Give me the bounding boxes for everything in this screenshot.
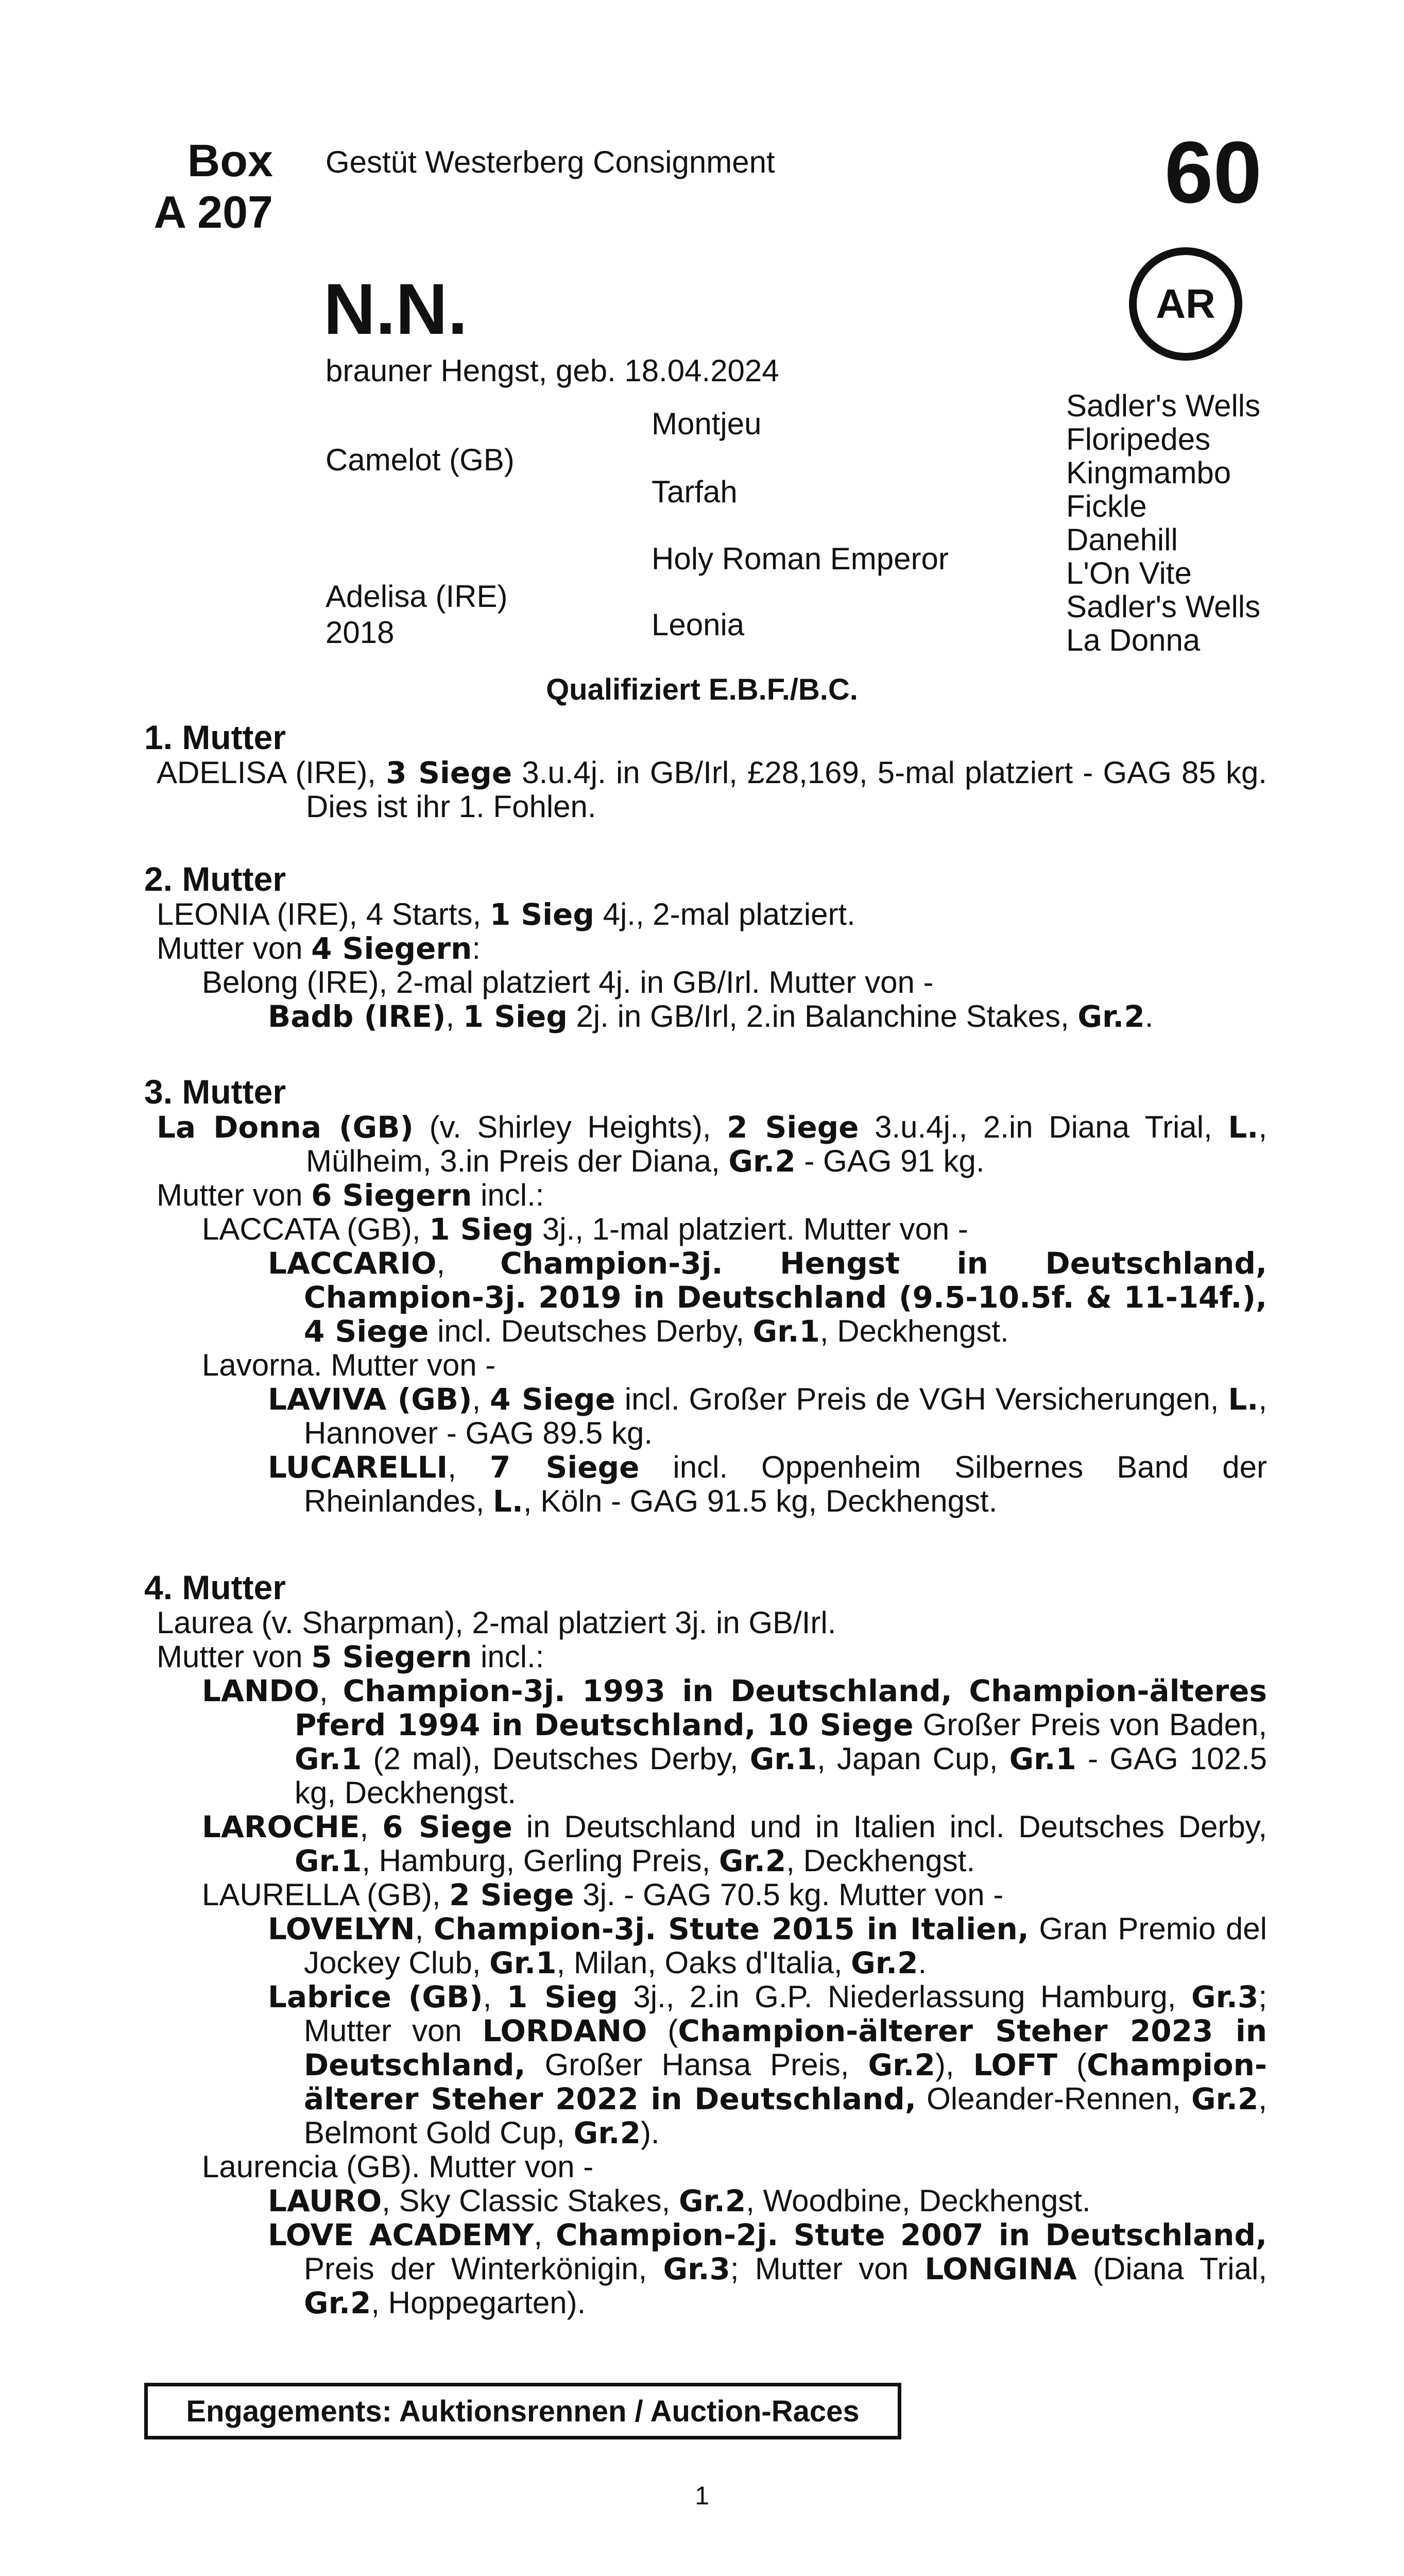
fourth-dam-line: Laurea (v. Sharpman), 2-mal platziert 3j. in GB/Irl.	[157, 1605, 836, 1640]
text-run: , Hoppegarten).	[371, 2285, 586, 2320]
third-dam-line	[157, 1110, 1267, 1178]
text-run: ,	[448, 1450, 490, 1484]
page-number: 1	[695, 2481, 709, 2510]
section-heading: 4. Mutter	[144, 1568, 286, 1606]
section-heading: 1. Mutter	[144, 718, 286, 756]
text-run: Gran Premio del Jockey Club,	[304, 1911, 1267, 1980]
text-run: ; Mutter von	[730, 2251, 925, 2286]
bold-text-run: 5 Siegern	[311, 1639, 472, 1674]
pedigree-great-grandparent: La Donna	[1066, 623, 1201, 657]
bold-text-run: Gr.2	[1077, 999, 1145, 1034]
bold-text-run: 1 Sieg	[489, 897, 594, 932]
bold-text-run: LORDANO	[482, 2013, 647, 2048]
text-run: , Hannover - GAG 89.5 kg.	[304, 1382, 1267, 1450]
fourth-dam-winners	[157, 1640, 1267, 1674]
text-run: ),	[935, 2047, 973, 2082]
text-run: incl.:	[472, 1639, 544, 1674]
box-label-line1: Box	[187, 135, 273, 186]
fourth-dam-grand-offspring	[268, 2184, 1267, 2218]
bold-text-run: 7 Siege	[489, 1450, 640, 1485]
fourth-dam-offspring: Laurencia (GB). Mutter von -	[202, 2149, 594, 2184]
bold-text-run: Labrice (GB)	[268, 1979, 483, 2014]
text-run: (	[1057, 2047, 1087, 2082]
text-run: .	[1144, 999, 1154, 1033]
engagements-text: Engagements: Auktionsrennen / Auction-Races	[186, 2394, 860, 2428]
bold-text-run: Gr.1	[749, 1741, 817, 1776]
pedigree-great-grandparent: Kingmambo	[1066, 455, 1231, 490]
bold-text-run: Gr.2	[1191, 2081, 1259, 2116]
pedigree-great-grandparent: L'On Vite	[1066, 556, 1192, 590]
text-run: incl. Deutsches Derby,	[429, 1314, 753, 1348]
text-run: Mutter von	[157, 931, 312, 965]
bold-text-run: LACCARIO	[268, 1246, 437, 1281]
text-run: , Hamburg, Gerling Preis,	[362, 1843, 719, 1878]
bold-text-run: Champion-älterer Steher 2022 in Deutschland,	[304, 2047, 1267, 2116]
pedigree-great-grandparent: Sadler's Wells	[1066, 388, 1261, 423]
pedigree-sire: Camelot (GB)	[326, 443, 515, 477]
text-run: ).	[640, 2115, 660, 2150]
bold-text-run: 1 Sieg	[429, 1212, 534, 1247]
text-run: ; Mutter von	[304, 1979, 1268, 2048]
bold-text-run: 4 Siege	[490, 1382, 615, 1417]
text-run: LEONIA (IRE), 4 Starts,	[157, 897, 490, 931]
horse-name: N.N.	[323, 268, 468, 349]
pedigree-great-grandparent: Fickle	[1066, 489, 1147, 523]
pedigree-great-grandparent: Danehill	[1066, 522, 1178, 557]
bold-text-run: LONGINA	[924, 2251, 1077, 2286]
text-run: LACCATA (GB),	[202, 1212, 430, 1246]
section-first-dam	[144, 719, 1267, 824]
qualification: Qualifiziert E.B.F./B.C.	[546, 673, 858, 706]
second-dam-offspring: Belong (IRE), 2-mal platziert 4j. in GB/Irl. Mutter von -	[202, 965, 934, 999]
text-run: ADELISA (IRE),	[157, 755, 386, 790]
third-dam-grand-offspring	[268, 1382, 1267, 1450]
pedigree-great-grandparent: Floripedes	[1066, 422, 1211, 456]
box-label	[139, 135, 273, 238]
bold-text-run: Champion-3j. Hengst in Deutschland, Champion-3j. 2019 in Deutschland (9.5-10.5f. & 11-14f.), 4 Siege	[304, 1246, 1267, 1349]
text-run: (v. Shirley Heights),	[413, 1110, 727, 1144]
section-third-dam	[144, 1073, 1267, 1518]
second-dam-winners	[157, 931, 1267, 965]
text-run: Mutter von	[157, 1178, 312, 1212]
text-run: Großer Hansa Preis,	[525, 2047, 868, 2082]
second-dam-grand-offspring	[268, 999, 1267, 1033]
pedigree-grandparent: Tarfah	[652, 474, 738, 509]
engagements-box	[144, 2383, 901, 2439]
bold-text-run: LAURO	[268, 2183, 382, 2218]
third-dam-grand-offspring	[268, 1246, 1267, 1348]
bold-text-run: 4 Siegern	[311, 931, 472, 966]
third-dam-grand-offspring	[268, 1450, 1267, 1518]
bold-text-run: 1 Sieg	[506, 1979, 618, 2014]
bold-text-run: Badb (IRE)	[268, 999, 446, 1034]
text-run: , Köln - GAG 91.5 kg, Deckhengst.	[523, 1484, 998, 1518]
text-run: ,	[534, 2217, 556, 2252]
bold-text-run: L.	[492, 1484, 523, 1519]
consignor: Gestüt Westerberg Consignment	[326, 145, 775, 179]
text-run: ,	[436, 1246, 501, 1280]
fourth-dam-offspring	[202, 1878, 1267, 1912]
bold-text-run: Gr.3	[1191, 1979, 1259, 2014]
pedigree-grandparent: Leonia	[652, 607, 745, 642]
bold-text-run: Gr.2	[718, 1843, 786, 1878]
text-run: LAURELLA (GB),	[202, 1877, 450, 1912]
text-run: 4j., 2-mal platziert.	[594, 897, 855, 931]
text-run: , Belmont Gold Cup,	[304, 2081, 1267, 2150]
bold-text-run: LOVE ACADEMY	[268, 2217, 534, 2252]
bold-text-run: 2 Siege	[449, 1877, 574, 1912]
bold-text-run: LOVELYN	[268, 1911, 415, 1946]
bold-text-run: 6 Siegern	[311, 1178, 472, 1213]
text-run: incl.:	[472, 1178, 544, 1212]
fourth-dam-grand-offspring	[268, 1980, 1267, 2150]
section-heading: 2. Mutter	[144, 860, 286, 898]
bold-text-run: Gr.1	[752, 1314, 820, 1349]
text-run: Großer Preis von Baden,	[913, 1707, 1267, 1742]
text-run: incl. Großer Preis de VGH Versicherungen,	[615, 1382, 1228, 1416]
bold-text-run: Gr.2	[573, 2115, 641, 2150]
bold-text-run: Champion-3j. Stute 2015 in Italien,	[433, 1911, 1029, 1946]
section-fourth-dam	[144, 1569, 1267, 2320]
text-run: , Milan, Oaks d'Italia,	[556, 1945, 851, 1980]
first-dam-line	[157, 756, 1267, 824]
pedigree-grandparent: Montjeu	[652, 406, 762, 441]
bold-text-run: LANDO	[202, 1673, 319, 1708]
bold-text-run: Gr.2	[851, 1945, 918, 1980]
text-run: (	[647, 2013, 678, 2048]
bold-text-run: Gr.2	[304, 2285, 371, 2320]
bold-text-run: Gr.3	[663, 2251, 730, 2286]
bold-text-run: LUCARELLI	[268, 1450, 448, 1485]
horse-description: brauner Hengst, geb. 18.04.2024	[326, 353, 779, 388]
text-run: , Mülheim, 3.in Preis der Diana,	[306, 1110, 1267, 1178]
bold-text-run: La Donna (GB)	[157, 1110, 414, 1145]
bold-text-run: 1 Sieg	[463, 999, 568, 1034]
text-run: 3.u.4j. in GB/Irl, £28,169, 5-mal platziert - GAG 85 kg. Dies ist ihr 1. Fohlen.	[306, 755, 1267, 824]
bold-text-run: Gr.1	[295, 1741, 362, 1776]
bold-text-run: Gr.2	[728, 1144, 796, 1179]
box-label-line2: A 207	[153, 187, 273, 238]
text-run: 3j., 1-mal platziert. Mutter von -	[534, 1212, 968, 1246]
bold-text-run: Champion-älterer Steher 2023 in Deutschland,	[304, 2013, 1267, 2082]
fourth-dam-grand-offspring	[268, 1912, 1267, 1980]
text-run: , Deckhengst.	[786, 1843, 975, 1878]
pedigree-dam-year: 2018	[326, 615, 395, 650]
text-run: Oleander-Rennen,	[916, 2081, 1191, 2116]
pedigree-grandparent: Holy Roman Emperor	[652, 541, 949, 576]
bold-text-run: 2 Siege	[727, 1110, 859, 1145]
text-run: 2j. in GB/Irl, 2.in Balanchine Stakes,	[567, 999, 1078, 1033]
text-run: ,	[483, 1979, 507, 2014]
section-heading: 3. Mutter	[144, 1073, 286, 1111]
bold-text-run: 6 Siege	[382, 1809, 512, 1844]
bold-text-run: Champion-2j. Stute 2007 in Deutschland,	[555, 2217, 1267, 2252]
third-dam-offspring: Lavorna. Mutter von -	[202, 1348, 496, 1382]
text-run: ,	[446, 999, 463, 1033]
text-run: - GAG 91 kg.	[795, 1144, 985, 1178]
bold-text-run: L.	[1228, 1382, 1259, 1417]
text-run: in Deutschland und in Italien incl. Deutsches Derby,	[512, 1809, 1267, 1844]
bold-text-run: LAROCHE	[202, 1809, 360, 1844]
fourth-dam-offspring	[202, 1674, 1267, 1810]
text-run: , Deckhengst.	[819, 1314, 1009, 1348]
bold-text-run: Gr.1	[295, 1843, 362, 1878]
bold-text-run: LOFT	[973, 2047, 1057, 2082]
text-run: , Woodbine, Deckhengst.	[746, 2183, 1091, 2218]
fourth-dam-offspring	[202, 1810, 1267, 1878]
text-run: (2 mal), Deutsches Derby,	[362, 1741, 750, 1776]
text-run: 3.u.4j., 2.in Diana Trial,	[859, 1110, 1228, 1144]
section-second-dam	[144, 860, 1267, 1033]
pedigree-great-grandparent: Sadler's Wells	[1066, 589, 1261, 624]
text-run: 3j. - GAG 70.5 kg. Mutter von -	[574, 1877, 1004, 1912]
text-run: ,	[415, 1911, 434, 1946]
bold-text-run: LAVIVA (GB)	[268, 1382, 472, 1417]
bold-text-run: Champion-3j. 1993 in Deutschland, Champion-älteres Pferd 1994 in Deutschland, 10 Siege	[295, 1673, 1267, 1742]
second-dam-line	[157, 897, 1267, 931]
bold-text-run: 3 Siege	[386, 755, 512, 790]
bold-text-run: L.	[1228, 1110, 1259, 1145]
ar-badge	[1129, 247, 1242, 361]
text-run: .	[918, 1945, 927, 1980]
text-run: incl. Oppenheim Silbernes Band der Rheinlandes,	[304, 1450, 1267, 1518]
ar-badge-text: AR	[1156, 281, 1215, 327]
third-dam-winners	[157, 1178, 1267, 1212]
fourth-dam-grand-offspring	[268, 2218, 1267, 2320]
text-run: ,	[472, 1382, 490, 1416]
text-run: Mutter von	[157, 1639, 312, 1674]
lot-number: 60	[1164, 124, 1262, 222]
bold-text-run: Gr.2	[678, 2183, 746, 2218]
text-run: , Japan Cup,	[817, 1741, 1009, 1776]
text-run: ,	[319, 1673, 343, 1708]
text-run: :	[472, 931, 481, 965]
pedigree-dam: Adelisa (IRE)	[326, 579, 508, 614]
text-run: , Sky Classic Stakes,	[382, 2183, 679, 2218]
text-run: (Diana Trial,	[1076, 2251, 1267, 2286]
bold-text-run: Gr.1	[1009, 1741, 1076, 1776]
third-dam-offspring	[202, 1212, 1267, 1246]
text-run: 3j., 2.in G.P. Niederlassung Hamburg,	[618, 1979, 1191, 2014]
bold-text-run: Gr.1	[489, 1945, 557, 1980]
bold-text-run: Gr.2	[868, 2047, 935, 2082]
text-run: - GAG 102.5 kg, Deckhengst.	[295, 1741, 1267, 1810]
text-run: ,	[359, 1809, 383, 1844]
text-run: Preis der Winterkönigin,	[304, 2251, 663, 2286]
